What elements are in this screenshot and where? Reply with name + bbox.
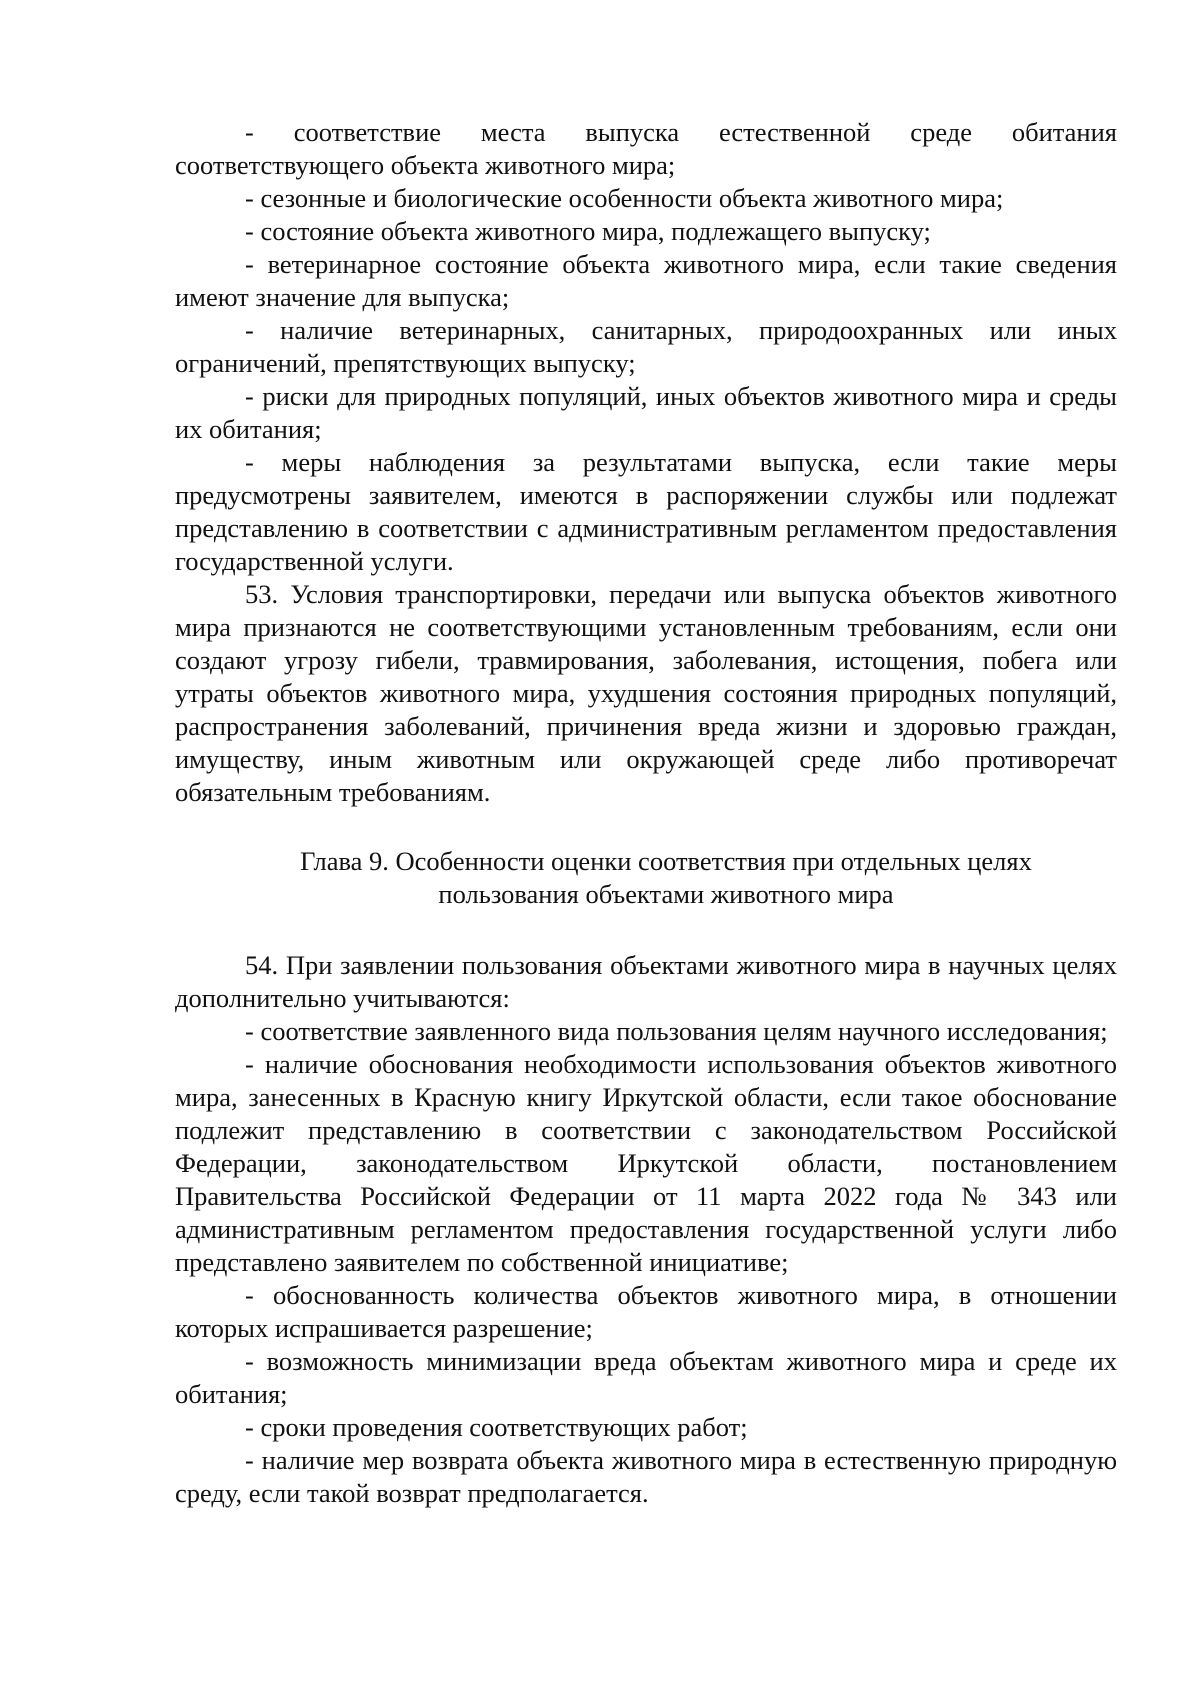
list-item: - соответствие места выпуска естественной среде обитания соответствующего объекта животного мира; [175,117,1117,180]
list-item: - соответствие заявленного вида пользования целям научного исследования; [245,1016,1108,1046]
list-item: - сезонные и биологические особенности объекта животного мира; [245,183,1004,213]
list-item: - сроки проведения соответствующих работ; [245,1412,748,1442]
list-item: - меры наблюдения за результатами выпуска, если такие меры предусмотрены заявителем, имеются в распоряжении службы или подлежат представлению в соответствии с административным регламентом предоставления государственной услуги. [175,447,1117,576]
list-item: - состояние объекта животного мира, подлежащего выпуску; [245,216,931,246]
list-item: - ветеринарное состояние объекта животного мира, если такие сведения имеют значение для выпуска; [175,249,1117,312]
chapter-heading [175,845,1117,911]
list-item: - наличие обоснования необходимости использования объектов животного мира, занесенных в Красную книгу Иркутской области, если такое обоснование подлежит представлению в соответствии с законодательством Российской Федерации, законодательством Иркутской области, постановлением Правительства Российской Федерации от 11 марта 2022 года № 343 или административным регламентом предоставления государственной услуги либо представлено заявителем по собственной инициативе; [175,1049,1117,1277]
paragraph-54: 54. При заявлении пользования объектами животного мира в научных целях дополнительно учитываются: [175,950,1117,1013]
document-page [175,116,1117,1510]
list-item: - наличие ветеринарных, санитарных, природоохранных или иных ограничений, препятствующих выпуску; [175,315,1117,378]
chapter-title-line-2: пользования объектами животного мира [438,879,894,909]
list-item: - наличие мер возврата объекта животного мира в естественную природную среду, если такой возврат предполагается. [175,1445,1117,1508]
chapter-title-line-1: Глава 9. Особенности оценки соответствия при отдельных целях [300,846,1032,876]
list-item: - риски для природных популяций, иных объектов животного мира и среды их обитания; [175,381,1117,444]
paragraph-53: 53. Условия транспортировки, передачи или выпуска объектов животного мира признаются не соответствующими установленным требованиям, если они создают угрозу гибели, травмирования, заболевания, истощения, побега или утраты объектов животного мира, ухудшения состояния природных популяций, распространения заболеваний, причинения вреда жизни и здоровью граждан, имуществу, иным животным или окружающей среде либо противоречат обязательным требованиям. [175,579,1117,807]
list-item: - возможность минимизации вреда объектам животного мира и среде их обитания; [175,1346,1117,1409]
list-item: - обоснованность количества объектов животного мира, в отношении которых испрашивается разрешение; [175,1280,1117,1343]
